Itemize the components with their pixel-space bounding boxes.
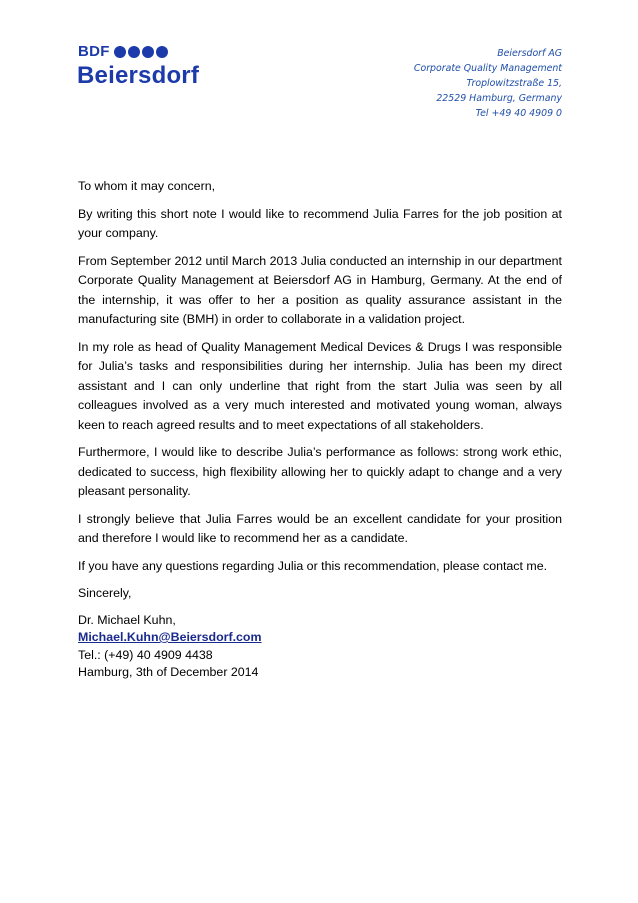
signature-name: Dr. Michael Kuhn, <box>78 612 176 627</box>
address-street: Troplowitzstraße 15, <box>466 78 562 89</box>
paragraph-intro: By writing this short note I would like to recommend Julia Farres for the job position at your company. <box>78 206 562 240</box>
salutation: To whom it may concern, <box>78 179 216 193</box>
address-department: Corporate Quality Management <box>413 63 562 74</box>
logo-bdf-row <box>78 44 170 60</box>
paragraph-internship: From September 2012 until March 2013 Julia conducted an internship in our department Corporate Quality Management at Beiersdorf AG in Hamburg, Germany. At the end of the internship, it was offer to her a position as quality assurance assistant in the manufacturing site (BMH) in order to collaborate in a validation project. <box>78 253 562 326</box>
paragraph-contact: If you have any questions regarding Julia or this recommendation, please contact me. <box>78 558 548 573</box>
logo-dot-icon <box>156 46 168 58</box>
logo-dot-icon <box>142 46 154 58</box>
paragraph-recommendation: I strongly believe that Julia Farres would be an excellent candidate for your prosition and therefore I would like to recommend her as a candidate. <box>78 511 562 545</box>
beiersdorf-logo <box>78 44 218 96</box>
closing: Sincerely, <box>78 586 132 600</box>
paragraph-performance: Furthermore, I would like to describe Julia’s performance as follows: strong work ethic, dedicated to success, high flexibility allowing her to quickly adapt to change and a very pleasant personality. <box>78 445 562 498</box>
logo-dot-icon <box>128 46 140 58</box>
address-city: 22529 Hamburg, Germany <box>436 93 562 104</box>
signature-place-date: Hamburg, 3th of December 2014 <box>78 665 259 679</box>
signature-phone: Tel.: (+49) 40 4909 4438 <box>78 647 213 662</box>
signature-email-link[interactable]: Michael.Kuhn@Beiersdorf.com <box>78 630 262 644</box>
address-phone: Tel +49 40 4909 0 <box>475 108 562 119</box>
paragraph-role: In my role as head of Quality Management Medical Devices & Drugs I was responsible for Julia’s tasks and responsibilities during her internship. Julia has been my direct assistant and I can only underline that right from the start Julia was seen by all colleagues involved as a very much interested and motivated young woman, always keen to reach agreed results and to meet expectations of all stakeholders. <box>78 339 562 432</box>
signature-block <box>78 612 562 682</box>
logo-bdf-text: BDF <box>78 43 110 60</box>
logo-brand-name: Beiersdorf <box>77 62 200 89</box>
address-company: Beiersdorf AG <box>497 48 562 59</box>
logo-dot-icon <box>114 46 126 58</box>
signature-email-line <box>78 629 562 647</box>
letter-body <box>78 177 562 682</box>
sender-address <box>414 46 562 121</box>
logo-dots <box>114 46 170 58</box>
